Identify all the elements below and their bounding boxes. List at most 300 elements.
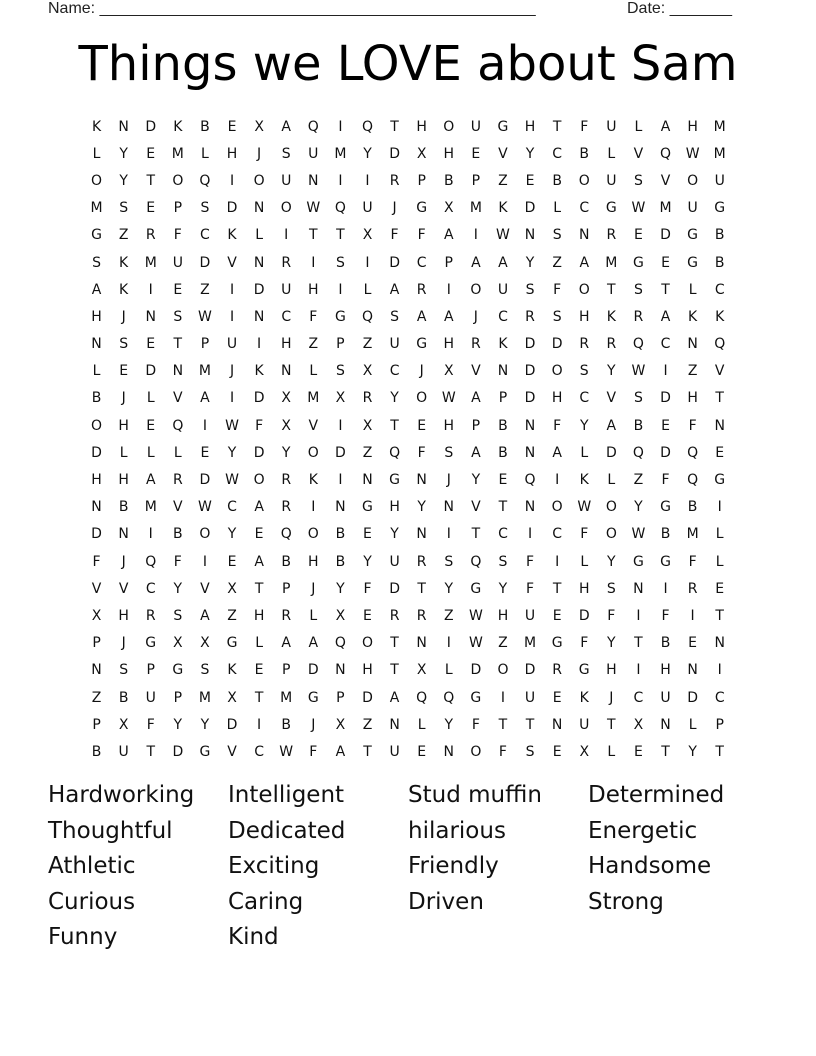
grid-letter: T bbox=[552, 118, 562, 135]
grid-letter: S bbox=[335, 254, 345, 271]
grid-letter: G bbox=[714, 472, 726, 489]
grid-letter: X bbox=[443, 200, 454, 217]
grid-letter: N bbox=[172, 363, 184, 380]
grid-letter: T bbox=[417, 580, 426, 597]
grid-row bbox=[83, 140, 739, 167]
grid-letter: B bbox=[714, 227, 725, 244]
grid-letter: H bbox=[226, 145, 238, 162]
grid-letter: Q bbox=[334, 200, 346, 217]
grid-letter: E bbox=[715, 580, 725, 597]
grid-letter: D bbox=[91, 526, 102, 543]
word-list-item: Hardworking bbox=[48, 782, 195, 808]
grid-letter: I bbox=[365, 254, 370, 271]
grid-letter: S bbox=[552, 308, 562, 325]
grid-row bbox=[83, 249, 739, 276]
word-list-item: Thoughtful bbox=[48, 817, 173, 844]
grid-letter: L bbox=[309, 363, 318, 380]
grid-letter: W bbox=[631, 363, 646, 380]
grid-letter: I bbox=[338, 281, 343, 298]
grid-letter: S bbox=[444, 444, 454, 461]
grid-letter: M bbox=[659, 200, 672, 217]
grid-letter: H bbox=[308, 281, 319, 298]
grid-letter: L bbox=[363, 281, 372, 298]
grid-letter: J bbox=[311, 580, 316, 597]
grid-letter: I bbox=[636, 662, 641, 679]
grid-letter: N bbox=[551, 716, 563, 733]
grid-letter: C bbox=[552, 145, 563, 162]
word-list-item: Strong bbox=[588, 888, 664, 915]
grid-letter: D bbox=[253, 281, 265, 298]
grid-letter: N bbox=[118, 118, 129, 135]
grid-letter: D bbox=[145, 118, 157, 135]
grid-letter: Y bbox=[634, 499, 643, 516]
grid-letter: X bbox=[173, 635, 183, 652]
grid-letter: S bbox=[525, 281, 535, 298]
grid-letter: D bbox=[470, 662, 482, 679]
grid-letter: Z bbox=[552, 254, 562, 271]
grid-letter: F bbox=[688, 553, 697, 570]
grid-letter: U bbox=[389, 743, 400, 760]
grid-letter: F bbox=[309, 308, 318, 325]
grid-letter: T bbox=[715, 607, 724, 624]
grid-letter: F bbox=[607, 607, 616, 624]
grid-letter: X bbox=[416, 662, 427, 679]
grid-letter: A bbox=[145, 472, 156, 489]
grid-letter: Q bbox=[199, 172, 211, 189]
grid-letter: N bbox=[524, 227, 536, 244]
grid-letter: M bbox=[144, 254, 157, 271]
grid-letter: L bbox=[201, 145, 209, 162]
grid-letter: G bbox=[687, 227, 699, 244]
grid-row bbox=[83, 630, 739, 657]
grid-letter: O bbox=[199, 526, 211, 543]
grid-letter: S bbox=[579, 363, 589, 380]
grid-letter: H bbox=[497, 607, 509, 624]
grid-letter: Q bbox=[443, 689, 455, 706]
grid-letter: L bbox=[607, 145, 616, 162]
grid-letter: G bbox=[578, 662, 590, 679]
grid-letter: K bbox=[119, 281, 129, 298]
grid-letter: M bbox=[307, 390, 320, 407]
grid-letter: U bbox=[172, 254, 183, 271]
grid-letter: N bbox=[524, 444, 536, 461]
grid-letter: G bbox=[334, 308, 346, 325]
grid-letter: I bbox=[555, 553, 560, 570]
grid-letter: O bbox=[280, 200, 292, 217]
grid-letter: H bbox=[362, 662, 373, 679]
grid-letter: U bbox=[497, 281, 509, 298]
grid-letter: P bbox=[336, 689, 345, 706]
grid-letter: W bbox=[306, 200, 321, 217]
grid-letter: S bbox=[200, 662, 210, 679]
word-list-item: Kind bbox=[228, 924, 279, 950]
grid-letter: O bbox=[578, 281, 590, 298]
grid-letter: A bbox=[416, 308, 427, 325]
grid-letter: W bbox=[441, 390, 456, 407]
grid-letter: Q bbox=[280, 526, 292, 543]
word-list-item: Caring bbox=[228, 888, 304, 915]
grid-letter: O bbox=[551, 363, 563, 380]
grid-letter: E bbox=[552, 743, 562, 760]
grid-letter: D bbox=[524, 363, 536, 380]
word-list-item: hilarious bbox=[408, 817, 506, 844]
grid-letter: Q bbox=[307, 118, 319, 135]
grid-letter: H bbox=[389, 499, 400, 516]
grid-letter: V bbox=[118, 580, 129, 597]
grid-letter: O bbox=[443, 118, 455, 135]
grid-letter: N bbox=[335, 499, 346, 516]
grid-letter: E bbox=[633, 227, 643, 244]
grid-row bbox=[83, 494, 739, 521]
grid-letter: P bbox=[200, 336, 210, 353]
grid-letter: V bbox=[91, 580, 102, 597]
grid-letter: A bbox=[281, 118, 291, 135]
grid-letter: T bbox=[715, 743, 724, 760]
grid-letter: F bbox=[688, 417, 697, 434]
grid-letter: O bbox=[470, 743, 482, 760]
grid-letter: J bbox=[229, 363, 235, 380]
grid-letter: G bbox=[199, 743, 211, 760]
grid-letter: A bbox=[471, 254, 481, 271]
grid-letter: F bbox=[146, 716, 155, 733]
grid-letter: T bbox=[661, 743, 670, 760]
grid-letter: W bbox=[631, 200, 646, 217]
grid-letter: L bbox=[119, 444, 128, 461]
word-list-item: Determined bbox=[588, 782, 725, 808]
grid-letter: I bbox=[229, 390, 235, 407]
grid-letter: R bbox=[281, 472, 292, 489]
grid-letter: W bbox=[225, 472, 239, 489]
grid-letter: G bbox=[91, 227, 102, 244]
grid-letter: G bbox=[605, 200, 617, 217]
grid-letter: W bbox=[685, 145, 700, 162]
grid-letter: T bbox=[471, 526, 481, 543]
grid-letter: B bbox=[118, 689, 129, 706]
grid-letter: D bbox=[660, 444, 671, 461]
grid-letter: P bbox=[281, 580, 291, 597]
grid-letter: Q bbox=[687, 444, 699, 461]
grid-letter: G bbox=[687, 254, 699, 271]
grid-letter: A bbox=[389, 281, 400, 298]
grid-letter: L bbox=[444, 662, 453, 679]
grid-letter: B bbox=[498, 417, 508, 434]
grid-letter: G bbox=[416, 200, 428, 217]
grid-letter: F bbox=[363, 580, 372, 597]
grid-letter: Y bbox=[471, 472, 481, 489]
grid-letter: Z bbox=[687, 363, 698, 380]
grid-letter: K bbox=[606, 308, 616, 325]
grid-letter: I bbox=[311, 499, 316, 516]
grid-letter: N bbox=[253, 200, 265, 217]
grid-letter: D bbox=[226, 716, 238, 733]
grid-letter: N bbox=[253, 254, 265, 271]
grid-letter: L bbox=[715, 526, 724, 543]
grid-row bbox=[83, 657, 739, 684]
grid-letter: S bbox=[119, 336, 129, 353]
grid-row bbox=[83, 439, 739, 466]
grid-letter: V bbox=[173, 499, 183, 516]
grid-letter: T bbox=[552, 580, 562, 597]
grid-letter: Z bbox=[227, 607, 237, 624]
grid-letter: E bbox=[254, 662, 264, 679]
grid-letter: F bbox=[526, 580, 535, 597]
grid-letter: G bbox=[714, 200, 726, 217]
grid-letter: I bbox=[338, 417, 343, 434]
grid-letter: A bbox=[471, 390, 481, 407]
grid-letter: F bbox=[498, 743, 507, 760]
grid-letter: S bbox=[119, 200, 129, 217]
grid-letter: G bbox=[470, 580, 482, 597]
grid-letter: I bbox=[527, 526, 533, 543]
grid-letter: D bbox=[687, 689, 698, 706]
grid-letter: X bbox=[335, 716, 346, 733]
grid-letter: T bbox=[390, 662, 399, 679]
grid-letter: H bbox=[443, 336, 455, 353]
grid-letter: B bbox=[633, 417, 644, 434]
grid-letter: C bbox=[227, 499, 237, 516]
grid-letter: J bbox=[419, 363, 424, 380]
grid-letter: L bbox=[688, 716, 697, 733]
grid-letter: F bbox=[553, 281, 562, 298]
grid-letter: R bbox=[145, 227, 156, 244]
grid-letter: N bbox=[389, 716, 400, 733]
grid-letter: Y bbox=[579, 417, 589, 434]
grid-letter: F bbox=[553, 417, 562, 434]
grid-letter: K bbox=[498, 336, 508, 353]
grid-letter: H bbox=[91, 308, 102, 325]
grid-letter: B bbox=[335, 526, 346, 543]
grid-letter: O bbox=[361, 635, 373, 652]
grid-letter: L bbox=[715, 553, 724, 570]
grid-letter: U bbox=[470, 118, 481, 135]
grid-letter: D bbox=[524, 390, 536, 407]
grid-letter: E bbox=[363, 526, 372, 543]
grid-letter: H bbox=[524, 118, 536, 135]
grid-letter: O bbox=[470, 281, 482, 298]
grid-letter: T bbox=[715, 390, 724, 407]
grid-letter: I bbox=[473, 227, 478, 244]
grid-letter: E bbox=[146, 145, 156, 162]
grid-letter: P bbox=[281, 662, 291, 679]
grid-letter: T bbox=[498, 716, 508, 733]
grid-letter: I bbox=[202, 417, 207, 434]
grid-letter: L bbox=[580, 444, 589, 461]
grid-letter: N bbox=[633, 580, 644, 597]
grid-letter: T bbox=[336, 227, 345, 244]
grid-letter: W bbox=[468, 607, 483, 624]
grid-letter: C bbox=[145, 580, 156, 597]
grid-letter: D bbox=[578, 607, 590, 624]
grid-letter: P bbox=[173, 200, 183, 217]
grid-letter: A bbox=[443, 227, 454, 244]
grid-letter: S bbox=[200, 200, 210, 217]
grid-letter: J bbox=[121, 390, 126, 407]
grid-letter: Z bbox=[200, 281, 210, 298]
grid-letter: F bbox=[580, 118, 589, 135]
grid-letter: S bbox=[633, 281, 643, 298]
grid-letter: A bbox=[471, 444, 481, 461]
grid-letter: T bbox=[254, 580, 264, 597]
grid-letter: N bbox=[578, 227, 590, 244]
grid-letter: I bbox=[663, 580, 668, 597]
grid-letter: A bbox=[660, 118, 671, 135]
grid-letter: C bbox=[579, 200, 590, 217]
grid-letter: T bbox=[309, 227, 318, 244]
grid-letter: J bbox=[609, 689, 614, 706]
grid-letter: N bbox=[335, 662, 346, 679]
grid-letter: R bbox=[552, 662, 562, 679]
grid-letter: N bbox=[91, 662, 102, 679]
grid-letter: D bbox=[307, 662, 319, 679]
grid-letter: I bbox=[446, 635, 451, 652]
grid-letter: I bbox=[148, 526, 153, 543]
grid-letter: B bbox=[498, 444, 508, 461]
grid-letter: N bbox=[416, 635, 427, 652]
grid-letter: Z bbox=[362, 716, 373, 733]
grid-letter: D bbox=[335, 444, 346, 461]
grid-letter: Y bbox=[227, 444, 237, 461]
grid-letter: N bbox=[524, 417, 536, 434]
grid-letter: F bbox=[580, 635, 589, 652]
grid-letter: Q bbox=[334, 635, 346, 652]
grid-letter: M bbox=[469, 200, 482, 217]
grid-letter: G bbox=[172, 662, 184, 679]
grid-letter: A bbox=[281, 635, 291, 652]
grid-letter: C bbox=[416, 254, 427, 271]
grid-letter: E bbox=[173, 281, 183, 298]
grid-letter: V bbox=[471, 499, 481, 516]
grid-letter: H bbox=[91, 472, 102, 489]
grid-letter: H bbox=[118, 417, 129, 434]
grid-letter: E bbox=[633, 743, 643, 760]
grid-letter: C bbox=[714, 281, 725, 298]
grid-letter: Y bbox=[607, 553, 616, 570]
grid-letter: K bbox=[308, 472, 318, 489]
grid-letter: R bbox=[281, 499, 292, 516]
grid-letter: E bbox=[146, 336, 156, 353]
word-list-item: Curious bbox=[48, 888, 136, 915]
grid-letter: K bbox=[119, 254, 129, 271]
grid-letter: D bbox=[389, 145, 400, 162]
grid-letter: A bbox=[660, 308, 671, 325]
grid-letter: C bbox=[579, 390, 590, 407]
grid-letter: R bbox=[389, 607, 400, 624]
grid-letter: U bbox=[687, 200, 698, 217]
grid-letter: D bbox=[660, 227, 671, 244]
grid-letter: L bbox=[553, 200, 562, 217]
grid-letter: G bbox=[362, 499, 373, 516]
grid-letter: S bbox=[92, 254, 101, 271]
grid-letter: X bbox=[227, 580, 237, 597]
grid-letter: Q bbox=[687, 472, 699, 489]
grid-letter: Y bbox=[119, 172, 128, 189]
grid-letter: W bbox=[468, 635, 483, 652]
grid-letter: D bbox=[524, 336, 536, 353]
grid-letter: R bbox=[470, 336, 481, 353]
grid-letter: M bbox=[144, 499, 157, 516]
grid-letter: M bbox=[334, 145, 347, 162]
grid-letter: L bbox=[580, 553, 589, 570]
grid-letter: E bbox=[227, 553, 237, 570]
grid-letter: D bbox=[172, 743, 184, 760]
grid-letter: Z bbox=[362, 444, 373, 461]
grid-letter: T bbox=[390, 635, 399, 652]
grid-row bbox=[83, 548, 739, 575]
grid-letter: A bbox=[579, 254, 590, 271]
grid-letter: N bbox=[91, 499, 102, 516]
grid-letter: U bbox=[145, 689, 156, 706]
grid-letter: D bbox=[226, 200, 238, 217]
grid-letter: L bbox=[309, 607, 318, 624]
grid-letter: R bbox=[281, 254, 292, 271]
grid-letter: N bbox=[714, 417, 725, 434]
grid-letter: F bbox=[471, 716, 480, 733]
grid-letter: U bbox=[118, 743, 129, 760]
grid-letter: N bbox=[687, 336, 698, 353]
grid-letter: K bbox=[688, 308, 698, 325]
grid-letter: I bbox=[148, 281, 153, 298]
grid-letter: E bbox=[227, 118, 237, 135]
grid-letter: M bbox=[198, 689, 211, 706]
grid-letter: O bbox=[416, 390, 428, 407]
grid-letter: O bbox=[551, 499, 563, 516]
grid-letter: T bbox=[607, 716, 616, 733]
page-title: Things we LOVE about Sam bbox=[78, 36, 738, 92]
grid-letter: B bbox=[335, 553, 346, 570]
grid-letter: F bbox=[417, 444, 426, 461]
grid-letter: R bbox=[281, 607, 292, 624]
grid-letter: X bbox=[335, 390, 346, 407]
grid-letter: U bbox=[524, 607, 536, 624]
grid-letter: J bbox=[392, 200, 397, 217]
grid-letter: I bbox=[446, 526, 451, 543]
grid-letter: V bbox=[227, 743, 237, 760]
grid-letter: Q bbox=[145, 553, 157, 570]
grid-letter: J bbox=[121, 553, 126, 570]
grid-letter: K bbox=[579, 689, 589, 706]
grid-letter: F bbox=[580, 526, 589, 543]
grid-letter: L bbox=[173, 444, 182, 461]
grid-row bbox=[83, 711, 739, 738]
grid-letter: G bbox=[389, 472, 400, 489]
grid-letter: T bbox=[498, 499, 508, 516]
grid-letter: B bbox=[91, 743, 102, 760]
grid-row bbox=[83, 222, 739, 249]
grid-row bbox=[83, 738, 739, 765]
grid-letter: D bbox=[389, 254, 400, 271]
grid-letter: D bbox=[524, 200, 536, 217]
grid-letter: T bbox=[661, 281, 670, 298]
grid-letter: E bbox=[552, 607, 562, 624]
grid-letter: I bbox=[717, 499, 722, 516]
grid-letter: E bbox=[471, 145, 481, 162]
grid-letter: N bbox=[362, 472, 373, 489]
grid-letter: O bbox=[253, 472, 265, 489]
name-field-label: Name: _________________________________________________ bbox=[48, 0, 536, 17]
grid-letter: G bbox=[470, 689, 482, 706]
grid-letter: U bbox=[226, 336, 238, 353]
word-list-item: Handsome bbox=[588, 853, 712, 879]
grid-letter: K bbox=[173, 118, 183, 135]
grid-letter: K bbox=[715, 308, 725, 325]
grid-letter: F bbox=[255, 417, 264, 434]
word-list-item: Friendly bbox=[408, 853, 499, 879]
grid-letter: K bbox=[227, 662, 237, 679]
grid-letter: M bbox=[713, 145, 726, 162]
grid-letter: O bbox=[497, 662, 509, 679]
grid-letter: Q bbox=[660, 145, 672, 162]
grid-row bbox=[83, 303, 739, 330]
